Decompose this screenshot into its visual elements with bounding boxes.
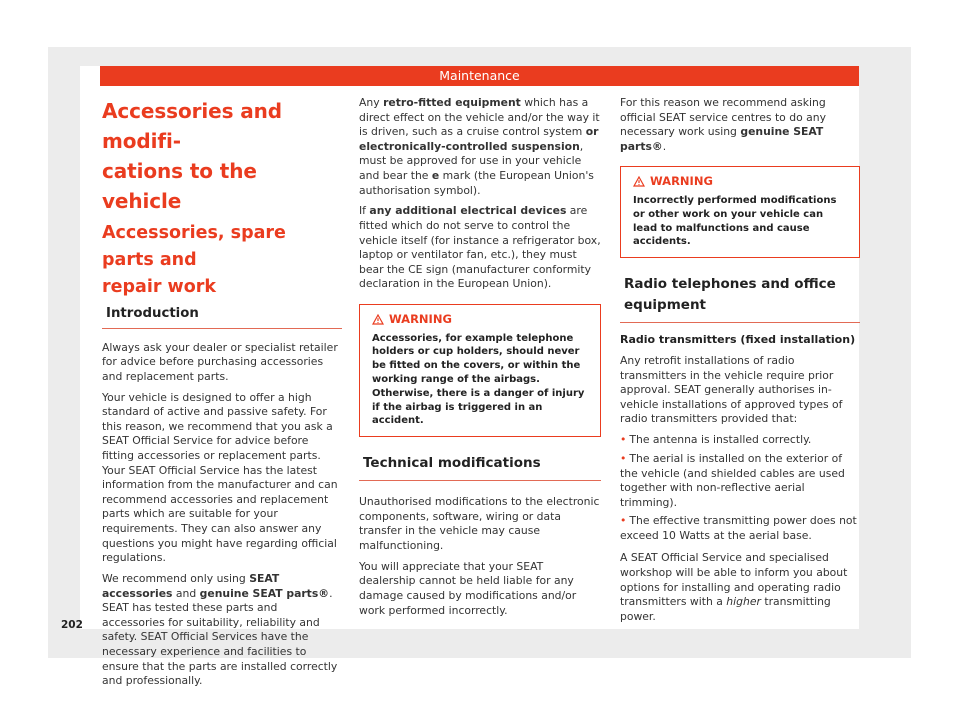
- ce-mark: CE: [408, 262, 423, 276]
- tech-heading: Technical modifications: [359, 453, 601, 481]
- warning-text: Accessories, for example telephone holders or cup holders, should never be fitted on the covers, or within the working range of the airbags. Otherwise, there is a danger of injury if the airbag is triggered in an accident.: [372, 332, 585, 427]
- paragraph: Always ask your dealer or specialist retailer for advice before purchasing accessories and replacement parts.: [102, 340, 338, 383]
- intro-heading: Introduction: [102, 307, 342, 329]
- paragraph: A SEAT Official Service and specialised workshop will be able to inform you about options for installing and operating radio transmitters with a higher transmitting power.: [620, 551, 848, 623]
- paragraph: Any retro-fitted equipment which has a direct effect on the vehicle and/or the way it is driven, such as a cruise control system or electronically-controlled suspension, must be approved for use in your vehicle and bear the e mark (the European Union's authorisation symbol).: [359, 96, 600, 197]
- warning-header: WARNING: [360, 305, 600, 330]
- paragraph: Unauthorised modifications to the electronic components, software, wiring or data transfer in the vehicle may cause malfunctioning.: [359, 495, 600, 552]
- column-1: [102, 96, 342, 695]
- warning-triangle-icon: [633, 176, 645, 187]
- paragraph: We recommend only using SEAT accessories and genuine SEAT parts®. SEAT has tested these parts and accessories for suitability, reliability and safety. SEAT Official Services have the necessary experience and facilities to ensure that the parts are installed correctly and professionally.: [102, 572, 338, 688]
- section-title: Accessories, spare parts and repair work: [102, 223, 286, 297]
- radio-heading: Radio telephones and office equipment: [620, 274, 860, 323]
- warning-text: Incorrectly performed modifications or other work on your vehicle can lead to malfunctions and cause accidents.: [633, 194, 837, 248]
- warning-box: [359, 304, 601, 437]
- list-item: • The aerial is installed on the exterior of the vehicle (and shielded cables are used together with non-reflective aerial trimming).: [620, 451, 845, 509]
- radio-subheading: Radio transmitters (fixed installation): [620, 333, 856, 347]
- list-item: • The antenna is installed correctly.: [620, 433, 812, 447]
- paragraph: Your vehicle is designed to offer a high standard of active and passive safety. For this reason, we recommend that you ask a SEAT Official Service for advice before fitting accessories or replacement parts. Your SEAT Official Service has the latest information from the manufacturer and can recommend accessories and replacement parts which are suitable for your requirements. They can also answer any questions you might have regarding official regulations.: [102, 390, 338, 565]
- page-number: 202: [61, 619, 83, 631]
- warning-header: WARNING: [621, 167, 859, 192]
- paragraph: For this reason we recommend asking official SEAT service centres to do any necessary work using genuine SEAT parts®.: [620, 96, 826, 153]
- column-2: [359, 96, 601, 625]
- section-header: Maintenance: [100, 66, 859, 86]
- paragraph: If any additional electrical devices are fitted which do not serve to control the vehicle itself (for instance a refrigerator box, laptop or ventilator fan, etc.), they must bear the CE sign (manufacturer conformity declaration in the European Union).: [359, 204, 601, 291]
- chapter-title: Accessories and modifi- cations to the vehicle: [102, 99, 283, 213]
- warning-box: [620, 166, 860, 258]
- column-3: [620, 96, 860, 631]
- paragraph: You will appreciate that your SEAT dealership cannot be held liable for any damage caused by modifications and/or work performed incorrectly.: [359, 559, 577, 617]
- warning-triangle-icon: [372, 314, 384, 325]
- paragraph: Any retrofit installations of radio transmitters in the vehicle require prior approval. SEAT generally authorises in-vehicle installations of approved types of radio transmitters provided that:: [620, 354, 843, 426]
- list-item: • The effective transmitting power does not exceed 10 Watts at the aerial base.: [620, 514, 857, 542]
